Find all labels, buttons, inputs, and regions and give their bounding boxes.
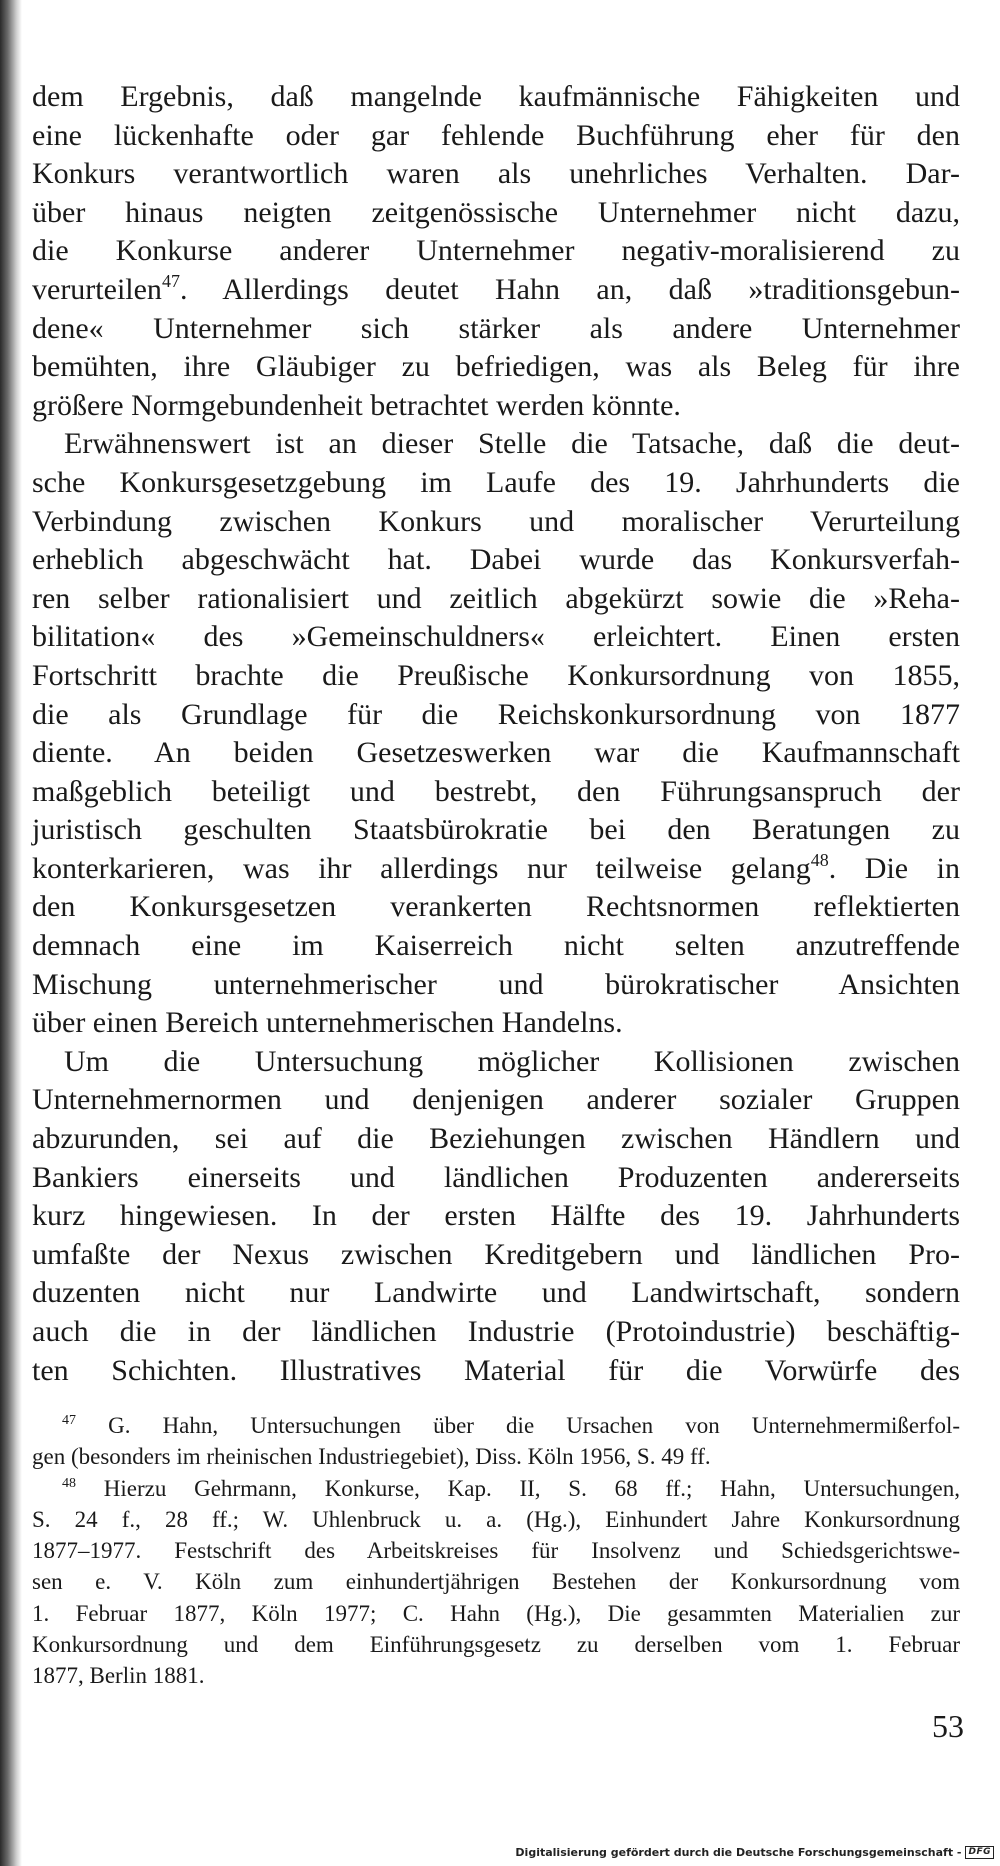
line-text: Erwähnenswert ist an dieser Stelle die Tatsache, daß die deut- — [64, 427, 960, 461]
dfg-logo: DFG — [965, 1846, 994, 1859]
text-line — [32, 850, 960, 889]
text-line — [32, 888, 960, 927]
line-text: über einen Bereich unternehmerischen Handelns. — [32, 1006, 623, 1040]
text-line — [32, 773, 960, 812]
line-text: duzenten nicht nur Landwirte und Landwirtschaft, sondern — [32, 1276, 960, 1310]
text-line — [32, 78, 960, 117]
line-text: juristisch geschulten Staatsbürokratie bei den Beratungen zu — [32, 813, 960, 847]
line-text: Mischung unternehmerischer und bürokratischer Ansichten — [32, 967, 960, 1001]
line-text: maßgeblich beteiligt und bestrebt, den Führungsanspruch der — [32, 774, 960, 808]
line-text: konterkarieren, was ihr allerdings nur teilweise gelang — [32, 851, 811, 885]
line-text: eine lückenhafte oder gar fehlende Buchführung eher für den — [32, 118, 960, 152]
text-line — [32, 734, 960, 773]
line-text: gen (besonders im rheinischen Industriegebiet), Diss. Köln 1956, S. 49 ff. — [32, 1444, 711, 1470]
line-text: 1877–1977. Festschrift des Arbeitskreises für Insolvenz und Schiedsgerichtswe- — [32, 1538, 960, 1564]
text-line — [32, 580, 960, 619]
text-line — [32, 464, 960, 503]
text-line — [32, 811, 960, 850]
line-text: umfaßte der Nexus zwischen Kreditgebern und ländlichen Pro- — [32, 1237, 960, 1271]
text-line — [32, 310, 960, 349]
footnotes — [32, 1410, 960, 1692]
digitization-note: Digitalisierung gefördert durch die Deutsche Forschungsgemeinschaft - — [515, 1846, 962, 1859]
main-text — [32, 78, 960, 1390]
line-text: sche Konkursgesetzgebung im Laufe des 19. Jahrhunderts die — [32, 465, 960, 499]
text-line — [32, 155, 960, 194]
text-line — [32, 1352, 960, 1391]
footnote-marker: 48 — [810, 849, 829, 870]
line-text: 1877, Berlin 1881. — [32, 1663, 205, 1689]
line-text: sen e. V. Köln zum einhundertjährigen Bestehen der Konkursordnung vom — [32, 1569, 960, 1595]
line-text: ten Schichten. Illustratives Material für die Vorwürfe des — [32, 1353, 960, 1387]
line-text: Verbindung zwischen Konkurs und moralischer Verurteilung — [32, 504, 960, 538]
line-text: G. Hahn, Untersuchungen über die Ursachen von Unternehmermißerfol- — [76, 1413, 960, 1438]
text-line — [32, 387, 960, 426]
footnote-marker: 48 — [62, 1475, 76, 1491]
line-text: Hierzu Gehrmann, Konkurse, Kap. II, S. 68 ff.; Hahn, Untersuchungen, — [76, 1475, 960, 1501]
footnote-marker: 47 — [161, 270, 180, 291]
line-text: abzurunden, sei auf die Beziehungen zwischen Händlern und — [32, 1122, 960, 1156]
footnote-line — [32, 1441, 960, 1472]
text-line — [32, 348, 960, 387]
line-text: Um die Untersuchung möglicher Kollisionen zwischen — [64, 1044, 960, 1078]
book-page — [32, 0, 964, 1866]
text-line — [32, 1043, 960, 1082]
line-text: dem Ergebnis, daß mangelnde kaufmännische Fähigkeiten und — [32, 80, 960, 113]
text-line — [32, 1236, 960, 1275]
line-text: erheblich abgeschwächt hat. Dabei wurde das Konkursverfah- — [32, 543, 960, 577]
line-text: . Die in — [828, 851, 960, 885]
line-text: Konkurs verantwortlich waren als unehrliches Verhalten. Dar- — [32, 157, 960, 191]
line-text: Bankiers einerseits und ländlichen Produzenten andererseits — [32, 1160, 960, 1194]
line-text: bilitation« des »Gemeinschuldners« erleichtert. Einen ersten — [32, 620, 960, 654]
text-line — [32, 696, 960, 735]
text-line — [32, 927, 960, 966]
text-line — [32, 117, 960, 156]
footnote-line — [32, 1410, 960, 1441]
text-line — [32, 194, 960, 233]
text-line — [32, 1120, 960, 1159]
line-text: diente. An beiden Gesetzeswerken war die Kaufmannschaft — [32, 736, 960, 770]
binding-shadow — [0, 0, 22, 1866]
footnote-line — [32, 1566, 960, 1597]
footnote-line — [32, 1473, 960, 1504]
line-text: die als Grundlage für die Reichskonkursordnung von 1877 — [32, 697, 960, 731]
text-line — [32, 966, 960, 1005]
line-text: bemühten, ihre Gläubiger zu befriedigen, was als Beleg für ihre — [32, 350, 960, 384]
footnote-line — [32, 1629, 960, 1660]
text-line — [32, 425, 960, 464]
line-text: demnach eine im Kaiserreich nicht selten anzutreffende — [32, 929, 960, 963]
line-text: den Konkursgesetzen verankerten Rechtsnormen reflektierten — [32, 890, 960, 924]
text-line — [32, 1313, 960, 1352]
line-text: verurteilen — [32, 272, 162, 306]
line-text: Fortschritt brachte die Preußische Konkursordnung von 1855, — [32, 658, 960, 692]
line-text: größere Normgebundenheit betrachtet werden könnte. — [32, 388, 681, 422]
text-line — [32, 1004, 960, 1043]
line-text: auch die in der ländlichen Industrie (Protoindustrie) beschäftig- — [32, 1315, 960, 1348]
line-text: kurz hingewiesen. In der ersten Hälfte des 19. Jahrhunderts — [32, 1199, 960, 1233]
text-line — [32, 541, 960, 580]
digitization-footer — [515, 1846, 994, 1859]
line-text: S. 24 f., 28 ff.; W. Uhlenbruck u. a. (Hg.), Einhundert Jahre Konkursordnung — [32, 1506, 960, 1532]
text-line — [32, 657, 960, 696]
line-text: . Allerdings deutet Hahn an, daß »traditionsgebun- — [179, 272, 960, 306]
line-text: dene« Unternehmer sich stärker als andere Unternehmer — [32, 311, 960, 345]
text-line — [32, 1197, 960, 1236]
footnote-line — [32, 1504, 960, 1535]
line-text: Unternehmernormen und denjenigen anderer sozialer Gruppen — [32, 1083, 960, 1117]
footnote-marker: 47 — [62, 1413, 76, 1428]
text-line — [32, 232, 960, 271]
line-text: über hinaus neigten zeitgenössische Unternehmer nicht dazu, — [32, 195, 960, 229]
text-line — [32, 1159, 960, 1198]
page-number: 53 — [932, 1708, 964, 1744]
line-text: 1. Februar 1877, Köln 1977; C. Hahn (Hg.), Die gesammten Materialien zur — [32, 1600, 960, 1626]
footnote-line — [32, 1660, 960, 1691]
text-line — [32, 271, 960, 310]
line-text: Konkursordnung und dem Einführungsgesetz zu derselben vom 1. Februar — [32, 1632, 960, 1658]
footnote-line — [32, 1535, 960, 1566]
text-line — [32, 503, 960, 542]
line-text: ren selber rationalisiert und zeitlich abgekürzt sowie die »Reha- — [32, 581, 960, 615]
footnote-line — [32, 1598, 960, 1629]
line-text: die Konkurse anderer Unternehmer negativ-moralisierend zu — [32, 234, 960, 268]
text-line — [32, 618, 960, 657]
text-line — [32, 1274, 960, 1313]
text-line — [32, 1081, 960, 1120]
